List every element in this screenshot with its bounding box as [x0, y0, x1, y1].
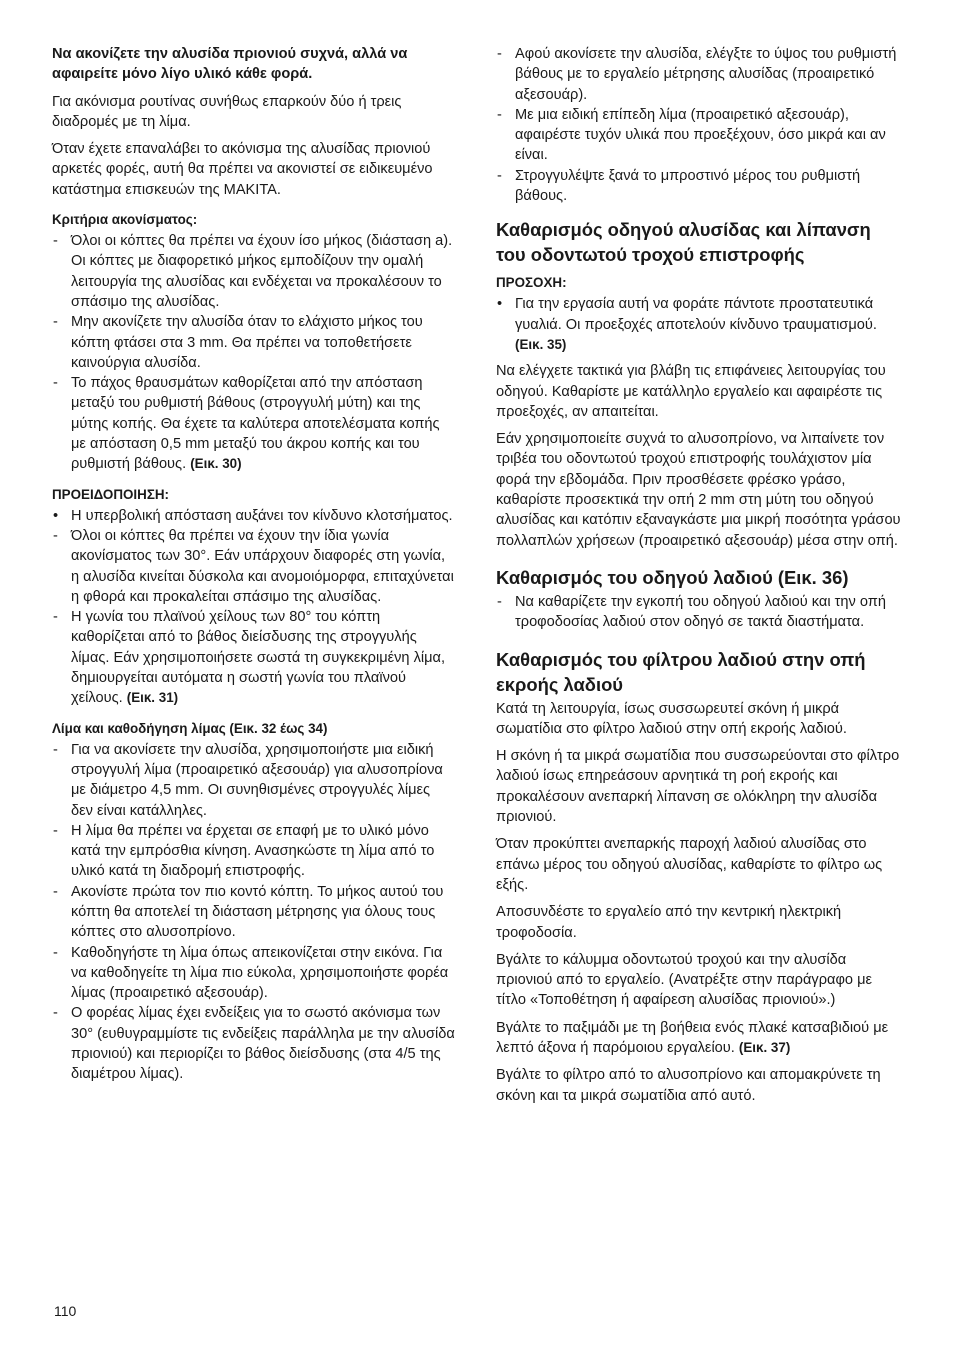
sharpening-intro-bold: Να ακονίζετε την αλυσίδα πριονιού συχνά, αλλά να αφαιρείτε μόνο λίγο υλικό κάθε φορά. — [52, 46, 408, 83]
sharpening-routine-paragraph: Για ακόνισμα ρουτίνας συνήθως επαρκούν δύο ή τρεις διαδρομές με τη λίμα. — [52, 93, 402, 130]
depth-gauge-list — [496, 44, 904, 206]
list-item — [52, 526, 456, 607]
list-item — [496, 592, 904, 633]
guide-bar-paragraph-2: Εάν χρησιμοποιείτε συχνά το αλυσοπρίονο, να λιπαίνετε τον τριβέα του οδοντωτού τροχού επιστροφής τουλάχιστον μία φορά την εβδομάδα. Πριν προσθέσετε φρέσκο γράσο, καθαρίστε προσεκτικά την οπή 2 mm στη μύτη του οδηγού αλυσίδας και κατόπιν εξαναγκάστε μια μικρή ποσότητα γράσου πολλαπλών χρήσεων (προαιρετικό αξεσουάρ) μέσα στην οπή. — [496, 431, 901, 549]
list-item — [52, 607, 456, 708]
warning-label: ΠΡΟΕΙΔΟΠΟΙΗΣΗ: — [52, 486, 169, 502]
list-item — [496, 166, 904, 207]
left-column — [52, 44, 456, 1091]
list-marker: - — [53, 741, 58, 758]
list-item-text: Η γωνία του πλαϊνού χείλους των 80° του κόπτη καθορίζεται από το βάθος διείσδυσης της στρογγυλής λίμας. Εάν χρησιμοποιήσετε σωστά τη συγκεκριμένη λίμα, δημιουργείται αυτόματα η σωστή γωνία του πλαϊνού χείλους. — [71, 609, 446, 707]
list-item-text: Με μια ειδική επίπεδη λίμα (προαιρετικό αξεσουάρ), αφαιρέστε τυχόν υλικά που προεξέχουν, όσο μικρά και αν είναι. — [515, 106, 886, 164]
list-marker: - — [53, 1005, 58, 1022]
list-item-text: Να καθαρίζετε την εγκοπή του οδηγού λαδιού και την οπή τροφοδοσίας λαδιού στον οδηγό σε τακτά διαστήματα. — [515, 593, 886, 631]
right-column — [496, 44, 904, 1113]
caution-label: ΠΡΟΣΟΧΗ: — [496, 275, 567, 291]
list-item-text: Η υπερβολική απόσταση αυξάνει τον κίνδυνο κλοτσήματος. — [71, 507, 453, 524]
file-guide-list — [52, 740, 456, 1085]
list-item — [52, 740, 456, 821]
oil-filter-paragraph-4: Αποσυνδέστε το εργαλείο από την κεντρική ηλεκτρική τροφοδοσία. — [496, 904, 842, 941]
figure-reference: (Εικ. 31) — [126, 690, 179, 706]
list-item-text: Για να ακονίσετε την αλυσίδα, χρησιμοποιήστε μια ειδική στρογγυλή λίμα (προαιρετικό αξεσουάρ) για αλυσοπρίονα με διάμετρο 4,5 mm. Οι συνηθισμένες στρογγυλές λίμες δεν είναι κατάλληλες. — [71, 741, 443, 819]
list-item — [52, 373, 456, 474]
oil-filter-paragraph-7: Βγάλτε το φίλτρο από το αλυσοπρίονο και απομακρύνετε τη σκόνη και τα μικρά σωματίδια από αυτό. — [496, 1067, 881, 1104]
sharpening-service-paragraph: Όταν έχετε επαναλάβει το ακόνισμα της αλυσίδας πριονιού αρκετές φορές, αυτή θα πρέπει να ακονιστεί σε ειδικευμένο κατάστημα επισκευών της MAKITA. — [52, 141, 433, 198]
oil-filter-paragraph-3: Όταν προκύπτει ανεπαρκής παροχή λαδιού αλυσίδας στο επάνω μέρος του οδηγού αλυσίδας, καθαρίστε το φίλτρο ως εξής. — [496, 836, 883, 893]
criteria-label: Κριτήρια ακονίσματος: — [52, 212, 198, 228]
list-item-text: Για την εργασία αυτή να φοράτε πάντοτε προστατευτικά γυαλιά. Οι προεξοχές αποτελούν κίνδυνο τραυματισμού. — [515, 296, 877, 333]
list-marker: - — [497, 46, 502, 62]
list-marker: - — [497, 167, 502, 184]
list-item — [52, 821, 456, 882]
list-marker: - — [497, 593, 502, 610]
list-item — [52, 943, 456, 1004]
list-item — [496, 294, 904, 355]
list-item-text: Το πάχος θραυσμάτων καθορίζεται από την απόσταση μεταξύ του ρυθμιστή βάθους (στρογγυλή μύτη) και της μύτης κοπής. Θα έχετε τα καλύτερα αποτελέσματα κοπής με απόσταση 0,5 mm μεταξύ του άκρου κοπής και του ρυθμιστή βάθους. — [71, 375, 440, 473]
oil-guide-list — [496, 592, 904, 633]
list-marker: - — [53, 883, 58, 900]
list-marker: • — [53, 507, 59, 524]
list-item — [52, 1003, 456, 1084]
criteria-list — [52, 231, 456, 475]
list-item — [52, 506, 456, 526]
list-item-text: Ο φορέας λίμας έχει ενδείξεις για το σωστό ακόνισμα των 30° (ευθυγραμμίστε τις ενδείξεις παράλληλα με την αλυσίδα πριονιού) και περιορίζει το βάθος διείσδυσης (στα 4/5 της διαμέτρου λίμας). — [71, 1005, 455, 1083]
list-marker: - — [53, 944, 58, 961]
guide-bar-paragraph-1: Να ελέγχετε τακτικά για βλάβη τις επιφάνειες λειτουργίας του οδηγού. Καθαρίστε με κατάλληλο εργαλείο και αφαιρέστε τις προεξοχές, αν απαιτείται. — [496, 363, 886, 420]
list-item-text: Στρογγυλέψτε ξανά το μπροστινό μέρος του ρυθμιστή βάθους. — [515, 167, 861, 205]
list-item-text: Μην ακονίζετε την αλυσίδα όταν το ελάχιστο μήκος του κόπτη φτάσει στα 3 mm. Θα πρέπει να τοποθετήσετε καινούργια αλυσίδα. — [71, 314, 423, 371]
list-item-text: Όλοι οι κόπτες θα πρέπει να έχουν την ίδια γωνία ακονίσματος των 30°. Εάν υπάρχουν διαφορές στη γωνία, η αλυσίδα κινείται δύσκολα και ανομοιόμορφα, επιταχύνεται η φθορά και προκαλείται σπάσιμο της αλυσίδας. — [71, 527, 454, 605]
heading-oil-filter-cleaning: Καθαρισμός του φίλτρου λαδιού στην οπή εκροής λαδιού — [496, 648, 866, 695]
list-marker: - — [53, 375, 58, 392]
file-guide-label: Λίμα και καθοδήγηση λίμας (Εικ. 32 έως 34) — [52, 720, 328, 736]
heading-guide-bar-cleaning: Καθαρισμός οδηγού αλυσίδας και λίπανση του οδοντωτού τροχού επιστροφής — [496, 219, 871, 266]
oil-filter-paragraph-6-text: Βγάλτε το παξιμάδι με τη βοήθεια ενός πλακέ κατσαβιδιού με λεπτό άξονα ή παρόμοιου εργαλείου. — [496, 1019, 889, 1056]
list-item-text: Όλοι οι κόπτες θα πρέπει να έχουν ίσο μήκος (διάσταση a). Οι κόπτες με διαφορετικό μήκος εμποδίζουν την ομαλή λειτουργία της αλυσίδας και ενδέχεται να προκαλέσουν το σπάσιμο της αλυσίδας. — [71, 233, 453, 310]
list-item-text: Η λίμα θα πρέπει να έρχεται σε επαφή με το υλικό μόνο κατά την εμπρόσθια κίνηση. Ανασηκώστε τη λίμα από το υλικό κατά τη διαδρομή επιστροφής. — [71, 822, 435, 880]
list-item-text: Αφού ακονίσετε την αλυσίδα, ελέγξτε το ύψος του ρυθμιστή βάθους με το εργαλείο μέτρησης αλυσίδας (προαιρετικό αξεσουάρ). — [515, 46, 897, 103]
page-number: 110 — [54, 1303, 77, 1319]
list-marker: • — [497, 296, 503, 313]
list-item — [496, 44, 904, 105]
list-marker: - — [497, 106, 502, 123]
list-item — [52, 882, 456, 943]
oil-filter-paragraph-5: Βγάλτε το κάλυμμα οδοντωτού τροχού και την αλυσίδα πριονιού από το εργαλείο. (Ανατρέξτε στην παράγραφο με τίτλο «Τοποθέτηση ή αφαίρεση αλυσίδας πριονιού».) — [496, 951, 872, 1009]
list-item-text: Ακονίστε πρώτα τον πιο κοντό κόπτη. Το μήκος αυτού του κόπτη θα αποτελεί τη διάσταση μέτρησης για όλους τους κόπτες στο αλυσοπρίονο. — [71, 883, 444, 941]
list-marker: - — [53, 609, 58, 626]
caution-list — [496, 294, 904, 355]
oil-filter-paragraph-2: Η σκόνη ή τα μικρά σωματίδια που συσσωρεύονται στο φίλτρο λαδιού ίσως επηρεάσουν αρνητικά τη ροή εκροής και προκαλέσουν ανεπαρκή λίπανση σε ολόκληρη την αλυσίδα πριονιού. — [496, 748, 900, 826]
figure-reference: (Εικ. 30) — [190, 456, 242, 472]
list-marker: - — [53, 527, 58, 544]
list-marker: - — [53, 233, 58, 250]
figure-reference: (Εικ. 35) — [515, 336, 567, 352]
oil-filter-paragraph-6 — [496, 1018, 904, 1059]
list-marker: - — [53, 314, 58, 331]
list-marker: - — [53, 822, 58, 839]
list-item — [52, 312, 456, 373]
heading-oil-guide-cleaning: Καθαρισμός του οδηγού λαδιού (Εικ. 36) — [496, 566, 849, 588]
list-item — [496, 105, 904, 166]
list-item — [52, 231, 456, 312]
oil-filter-paragraph-1: Κατά τη λειτουργία, ίσως συσσωρευτεί σκόνη ή μικρά σωματίδια στο φίλτρο λαδιού στην οπή εκροής λαδιού. — [496, 700, 847, 737]
figure-reference: (Εικ. 37) — [738, 1039, 791, 1055]
list-item-text: Καθοδηγήστε τη λίμα όπως απεικονίζεται στην εικόνα. Για να καθοδηγείτε τη λίμα πιο εύκολα, χρησιμοποιήστε φορέα λίμας (προαιρετικό αξεσουάρ). — [71, 944, 449, 1002]
warning-list — [52, 506, 456, 709]
